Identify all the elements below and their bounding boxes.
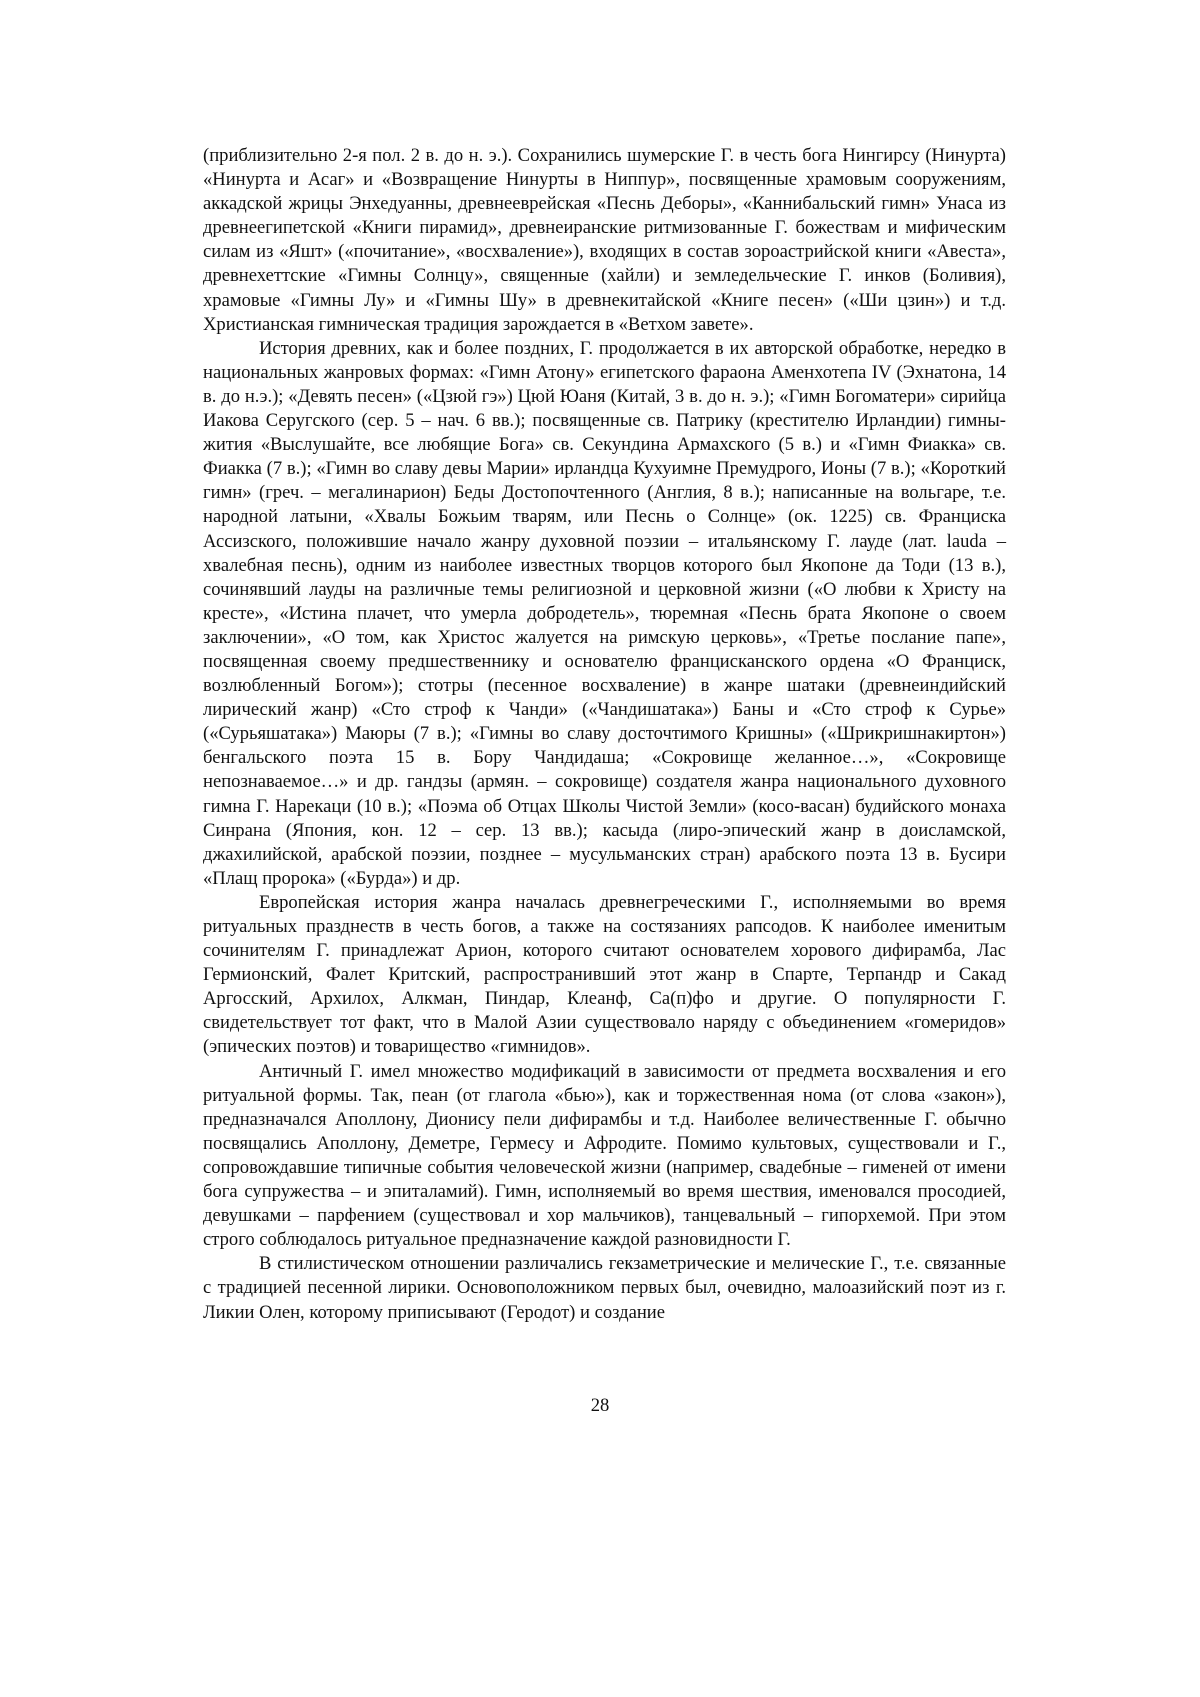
body-text xyxy=(203,144,1006,1325)
paragraph-author-hymns: История древних, как и более поздних, Г. продолжается в их авторской обработке, нередко в национальных жанровых формах: «Гимн Атону» египетского фараона Аменхотепа IV (Эхнатона, 14 в. до н.э.); «Девять песен» («Цзюй гэ») Цюй Юаня (Китай, 3 в. до н. э.); «Гимн Богоматери» сирийца Иакова Серугского (сер. 5 – нач. 6 вв.); посвященные св. Патрику (крестителю Ирландии) гимны-жития «Выслушайте, все любящие Бога» св. Секундина Армахского (5 в.) и «Гимн Фиакка» св. Фиакка (7 в.); «Гимн во славу девы Марии» ирландца Кухуимне Премудрого, Ионы (7 в.); «Короткий гимн» (греч. – мегалинарион) Беды Достопочтенного (Англия, 8 в.); написанные на вольгаре, т.е. народной латыни, «Хвалы Божьим тварям, или Песнь о Солнце» (ок. 1225) св. Франциска Ассизского, положившие начало жанру духовной поэзии – итальянскому Г. лауде (лат. lauda – хвалебная песнь), одним из наиболее известных творцов которого был Якопоне да Тоди (13 в.), сочинявший лауды на различные темы религиозной и церковной жизни («О любви к Христу на кресте», «Истина плачет, что умерла добродетель», тюремная «Песнь брата Якопоне о своем заключении», «О том, как Христос жалуется на римскую церковь», «Третье послание папе», посвященная своему предшественнику и основателю францисканского ордена «О Франциск, возлюбленный Богом»); стотры (песенное восхваление) в жанре шатаки (древнеиндийский лирический жанр) «Сто строф к Чанди» («Чандишатака») Баны и «Сто строф к Сурье» («Сурьяшатака») Маюры (7 в.); «Гимны во славу досточтимого Кришны» («Шрикришнакиртон») бенгальского поэта 15 в. Бору Чандидаша; «Сокровище желанное…», «Сокровище непознаваемое…» и др. гандзы (армян. – сокровище) создателя жанра национального духовного гимна Г. Нарекаци (10 в.); «Поэма об Отцах Школы Чистой Земли» (косо-васан) будийского монаха Синрана (Япония, кон. 12 – сер. 13 вв.); касыда (лиро-эпический жанр в доисламской, джахилийской, арабской поэзии, позднее – мусульманских стран) арабского поэта 13 в. Бусири «Плащ пророка» («Бурда») и др. xyxy=(203,337,1006,891)
document-page xyxy=(0,0,1200,1697)
paragraph-antique-hymn: Античный Г. имел множество модификаций в зависимости от предмета восхваления и его ритуальной формы. Так, пеан (от глагола «бью»), как и торжественная нома (от слова «закон»), предназначался Аполлону, Дионису пели дифирамбы и т.д. Наиболее величественные Г. обычно посвящались Аполлону, Деметре, Гермесу и Афродите. Помимо культовых, существовали и Г., сопровождавшие типичные события человеческой жизни (например, свадебные – гименей от имени бога супружества – и эпиталамий). Гимн, исполняемый во время шествия, именовался просодией, девушками – парфением (существовал и хор мальчиков), танцевальный – гипорхемой. При этом строго соблюдалось ритуальное предназначение каждой разновидности Г. xyxy=(203,1060,1006,1253)
paragraph-continuation: (приблизительно 2-я пол. 2 в. до н. э.). Сохранились шумерские Г. в честь бога Нингирсу (Нинурта) «Нинурта и Асаг» и «Возвращение Нинурты в Ниппур», посвященные храмовым сооружениям, аккадской жрицы Энхедуанны, древнееврейская «Песнь Деборы», «Каннибальский гимн» Унаса из древнеегипетской «Книги пирамид», древнеиранские ритмизованные Г. божествам и мифическим силам из «Яшт» («почитание», «восхваление»), входящих в состав зороастрийской книги «Авеста», древнехеттские «Гимны Солнцу», священные (хайли) и земледельческие Г. инков (Боливия), храмовые «Гимны Лу» и «Гимны Шу» в древнекитайской «Книге песен» («Ши цзин») и т.д. Христианская гимническая традиция зарождается в «Ветхом завете». xyxy=(203,144,1006,337)
paragraph-european-history: Европейская история жанра началась древнегреческими Г., исполняемыми во время ритуальных празднеств в честь богов, а также на состязаниях рапсодов. К наиболее именитым сочинителям Г. принадлежат Арион, которого считают основателем хорового дифирамба, Лас Гермионский, Фалет Критский, распространивший этот жанр в Спарте, Терпандр и Сакад Аргосский, Архилох, Алкман, Пиндар, Клеанф, Са(п)фо и другие. О популярности Г. свидетельствует тот факт, что в Малой Азии существовало наряду с объединением «гомеридов» (эпических поэтов) и товарищество «гимнидов». xyxy=(203,891,1006,1060)
paragraph-stylistic: В стилистическом отношении различались гекзаметрические и мелические Г., т.е. связанные с традицией песенной лирики. Основоположником первых был, очевидно, малоазийский поэт из г. Ликии Олен, которому приписывают (Геродот) и создание xyxy=(203,1252,1006,1324)
page-number: 28 xyxy=(0,1395,1200,1417)
